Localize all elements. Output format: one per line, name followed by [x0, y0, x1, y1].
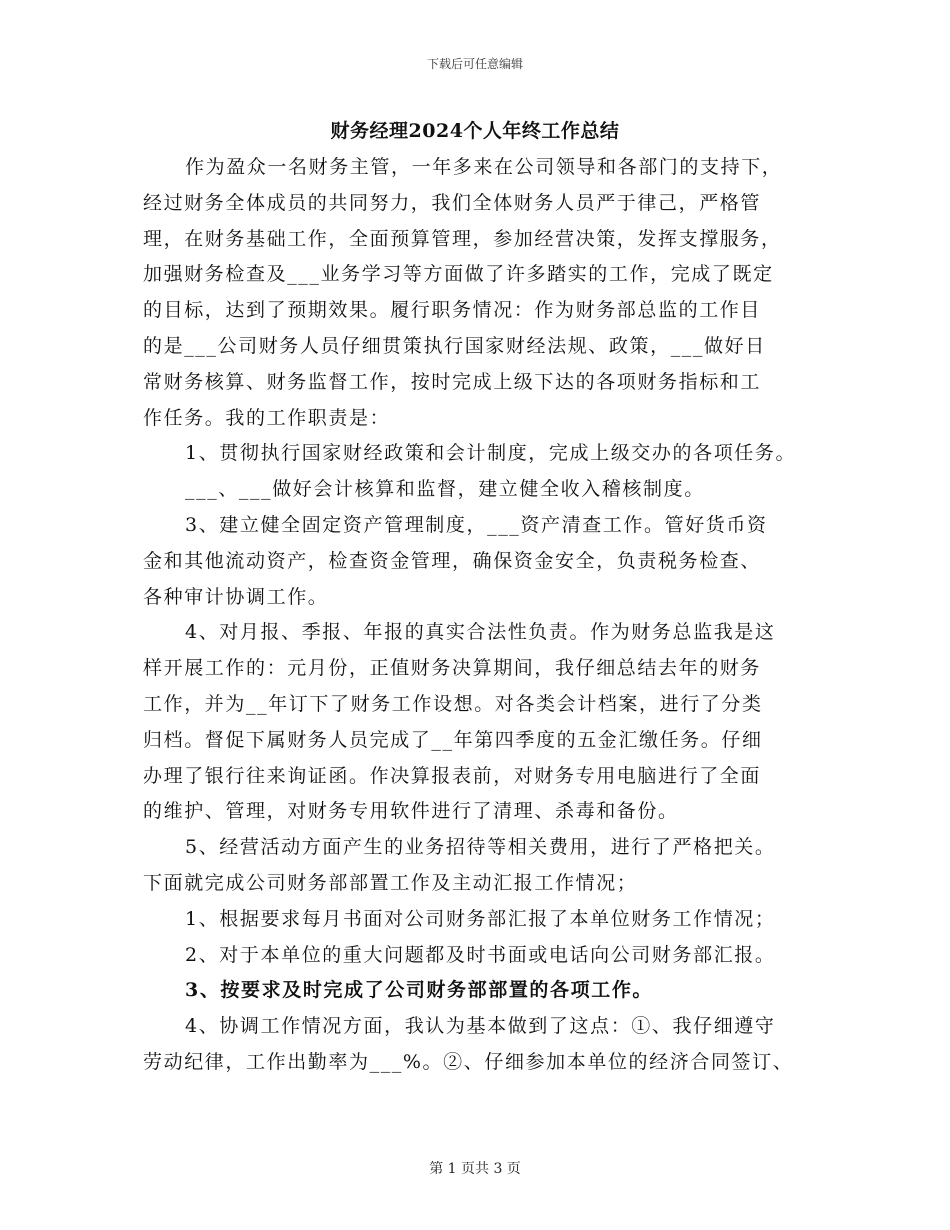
body-line: 的目标，达到了预期效果。履行职务情况：作为财务部总监的工作目: [143, 299, 762, 322]
body-line: 1、根据要求每月书面对公司财务部汇报了本单位财务工作情况；: [185, 907, 776, 930]
body-line: 作任务。我的工作职责是：: [143, 406, 391, 429]
body-line: 4、对月报、季报、年报的真实合法性负责。作为财务总监我是这: [185, 621, 776, 644]
body-line: 2、对于本单位的重大问题都及时书面或电话向公司财务部汇报。: [185, 943, 776, 966]
body-line: 经过财务全体成员的共同努力，我们全体财务人员严于律己，严格管: [143, 191, 762, 214]
body-line: 4、协调工作情况方面，我认为基本做到了这点：①、我仔细遵守: [185, 1015, 776, 1038]
body-line: 常财务核算、财务监督工作，按时完成上级下达的各项财务指标和工: [143, 370, 762, 393]
body-line: 下面就完成公司财务部部置工作及主动汇报工作情况；: [143, 871, 638, 894]
body-line: 样开展工作的：元月份，正值财务决算期间，我仔细总结去年的财务: [143, 657, 762, 680]
body-line: 1、贯彻执行国家财经政策和会计制度，完成上级交办的各项任务。: [185, 442, 797, 465]
body-line: 作为盈众一名财务主管，一年多来在公司领导和各部门的支持下，: [185, 156, 783, 178]
body-line: 各种审计协调工作。: [143, 585, 329, 608]
body-line: 劳动纪律，工作出勤率为___%。②、仔细参加本单位的经济合同签订、: [143, 1050, 794, 1073]
body-line: 的维护、管理，对财务专用软件进行了清理、杀毒和备份。: [143, 800, 679, 823]
body-line: 理，在财务基础工作，全面预算管理，参加经营决策，发挥支撑服务，: [143, 227, 782, 250]
body-line: 5、经营活动方面产生的业务招待等相关费用，进行了严格把关。: [185, 836, 776, 859]
document-body: [143, 150, 823, 1081]
body-line: 办理了银行往来询证函。作决算报表前，对财务专用电脑进行了全面: [143, 764, 762, 787]
body-line: 的是___公司财务人员仔细贯策执行国家财经法规、政策，___做好日: [143, 334, 766, 357]
body-line: 工作，并为__年订下了财务工作设想。对各类会计档案，进行了分类: [143, 692, 763, 715]
body-line-bold: 3、按要求及时完成了公司财务部部置的各项工作。: [185, 979, 654, 1002]
header-note: 下载后可任意编辑: [426, 57, 523, 71]
body-line: ___、___做好会计核算和监督，建立健全收入稽核制度。: [185, 478, 705, 501]
body-line: 加强财务检查及___业务学习等方面做了许多踏实的工作，完成了既定: [143, 263, 774, 286]
body-line: 归档。督促下属财务人员完成了__年第四季度的五金汇缴任务。仔细: [143, 728, 763, 751]
body-line: 金和其他流动资产，检查资金管理，确保资金安全，负责税务检查、: [143, 549, 762, 572]
document-title: 财务经理2024个人年终工作总结: [330, 120, 620, 142]
page-number: 第 1 页共 3 页: [429, 1161, 521, 1177]
body-line: 3、建立健全固定资产管理制度，___资产清查工作。管好货币资: [185, 513, 768, 536]
